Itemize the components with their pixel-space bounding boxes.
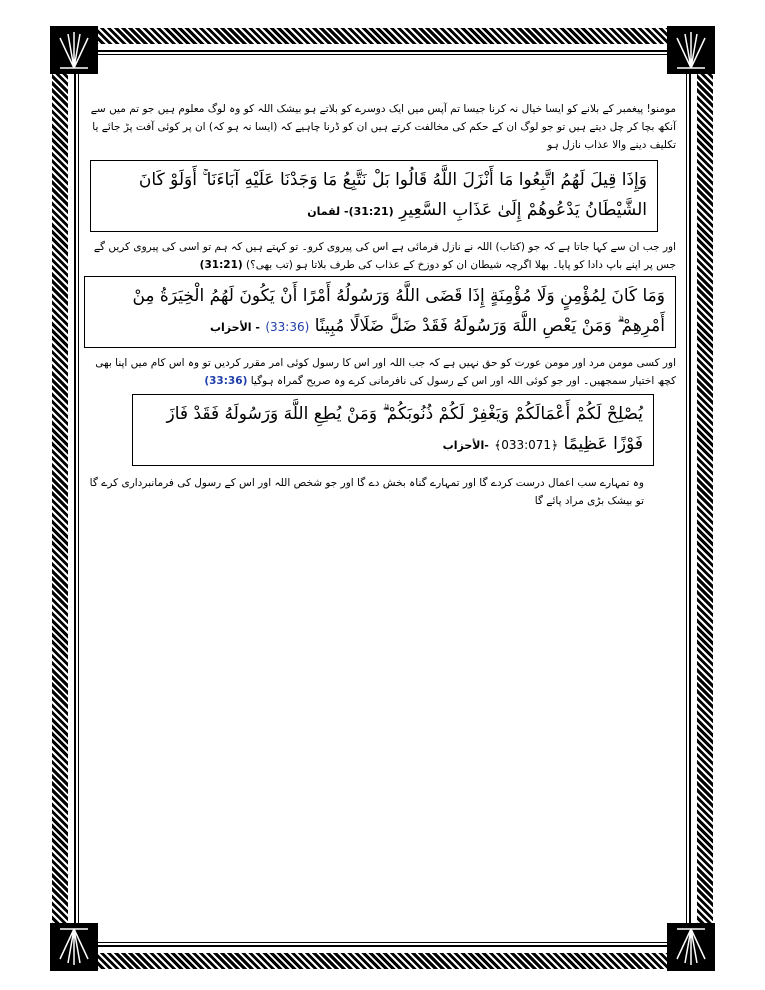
verse-box-3: [132, 394, 654, 466]
urdu-paragraph-4: وہ تمہارے سب اعمال درست کردے گا اور تمہارے گناہ بخش دے گا اور جو شخص اللہ اور اس کے رسول کی فرمانبرداری کرے گا تو بیشک بڑی مراد پائے گا: [89, 477, 644, 507]
verse-3-surah: -الأحزاب: [442, 439, 489, 452]
urdu-paragraph-3: [84, 354, 676, 390]
corner-ornament-icon: [50, 923, 98, 971]
border-right: [697, 28, 713, 969]
urdu-paragraph-2-reference: (31:21): [199, 259, 243, 271]
verse-2-surah: - الأحزاب: [209, 321, 260, 334]
verse-3-arabic: يُصْلِحْ لَكُمْ أَعْمَالَكُمْ وَيَغْفِرْ لَكُمْ ذُنُوبَكُمْ ۗ وَمَنْ يُطِعِ اللَّهَ وَرَسُولَهُ فَقَدْ فَازَ فَوْزًا عَظِيمًا: [166, 404, 643, 454]
urdu-paragraph-3-text: اور کسی مومن مرد اور مومن عورت کو حق نہیں ہے کہ جب اللہ اور اس کا رسول کوئی امر مقرر کردیں تو وہ اس کام میں اپنا بھی کچھ اختیار سمجھیں۔ اور جو کوئی اللہ اور اس کے رسول کی نافرمانی کرے وہ صریح گمراہ ہوگیا: [95, 357, 676, 387]
verse-box-1: [90, 160, 658, 232]
border-left: [52, 28, 68, 969]
verse-1-arabic: وَإِذَا قِيلَ لَهُمُ اتَّبِعُوا مَا أَنْزَلَ اللَّهُ قَالُوا بَلْ نَتَّبِعُ مَا وَجَدْنَا عَلَيْهِ آبَاءَنَا ۚ أَوَلَوْ كَانَ الشَّيْطَانُ يَدْعُوهُمْ إِلَىٰ عَذَابِ السَّعِيرِ: [138, 170, 647, 220]
border-top: [52, 28, 713, 44]
urdu-paragraph-2-text: اور جب ان سے کہا جاتا ہے کہ جو (کتاب) اللہ نے نازل فرمائی ہے اس کی پیروی کرو۔ تو کہتے ہیں کہ ہم تو اسی کی پیروی کریں گے جس پر اپنے باپ دادا کو پایا۔ بھلا اگرچہ شیطان ان کو دوزخ کے عذاب کی طرف بلاتا ہو (تب بھی؟): [93, 241, 676, 271]
page-content: [84, 80, 676, 510]
verse-3-reference: ﴿033:071﴾: [494, 438, 559, 452]
urdu-paragraph-2: [84, 238, 676, 274]
urdu-paragraph-1: مومنو! پیغمبر کے بلانے کو ایسا خیال نہ کرنا جیسا تم آپس میں ایک دوسرے کو بلاتے ہو بیشک اللہ کو وہ لوگ معلوم ہیں جو تم میں سے آنکھ بچا کر چل دیتے ہیں تو جو لوگ ان کے حکم کی مخالفت کرتے ہیں ان کو ڈرنا چاہیے کہ (ایسا نہ ہو کہ) ان پر کوئی آفت پڑ جائے یا تکلیف دینے والا عذاب نازل ہو: [90, 103, 676, 151]
verse-2-reference: (33:36): [265, 320, 310, 334]
verse-1-reference: (31:21)- لقمان: [307, 205, 394, 218]
border-bottom: [52, 953, 713, 969]
verse-box-2: [84, 276, 676, 348]
corner-ornament-icon: [667, 26, 715, 74]
urdu-paragraph-3-reference: (33:36): [204, 375, 248, 387]
verse-2-arabic: وَمَا كَانَ لِمُؤْمِنٍ وَلَا مُؤْمِنَةٍ إِذَا قَضَى اللَّهُ وَرَسُولُهُ أَمْرًا أَنْ يَكُونَ لَهُمُ الْخِيَرَةُ مِنْ أَمْرِهِمْ ۗ وَمَنْ يَعْصِ اللَّهَ وَرَسُولَهُ فَقَدْ ضَلَّ ضَلَالًا مُبِينًا: [132, 286, 665, 336]
corner-ornament-icon: [50, 26, 98, 74]
corner-ornament-icon: [667, 923, 715, 971]
